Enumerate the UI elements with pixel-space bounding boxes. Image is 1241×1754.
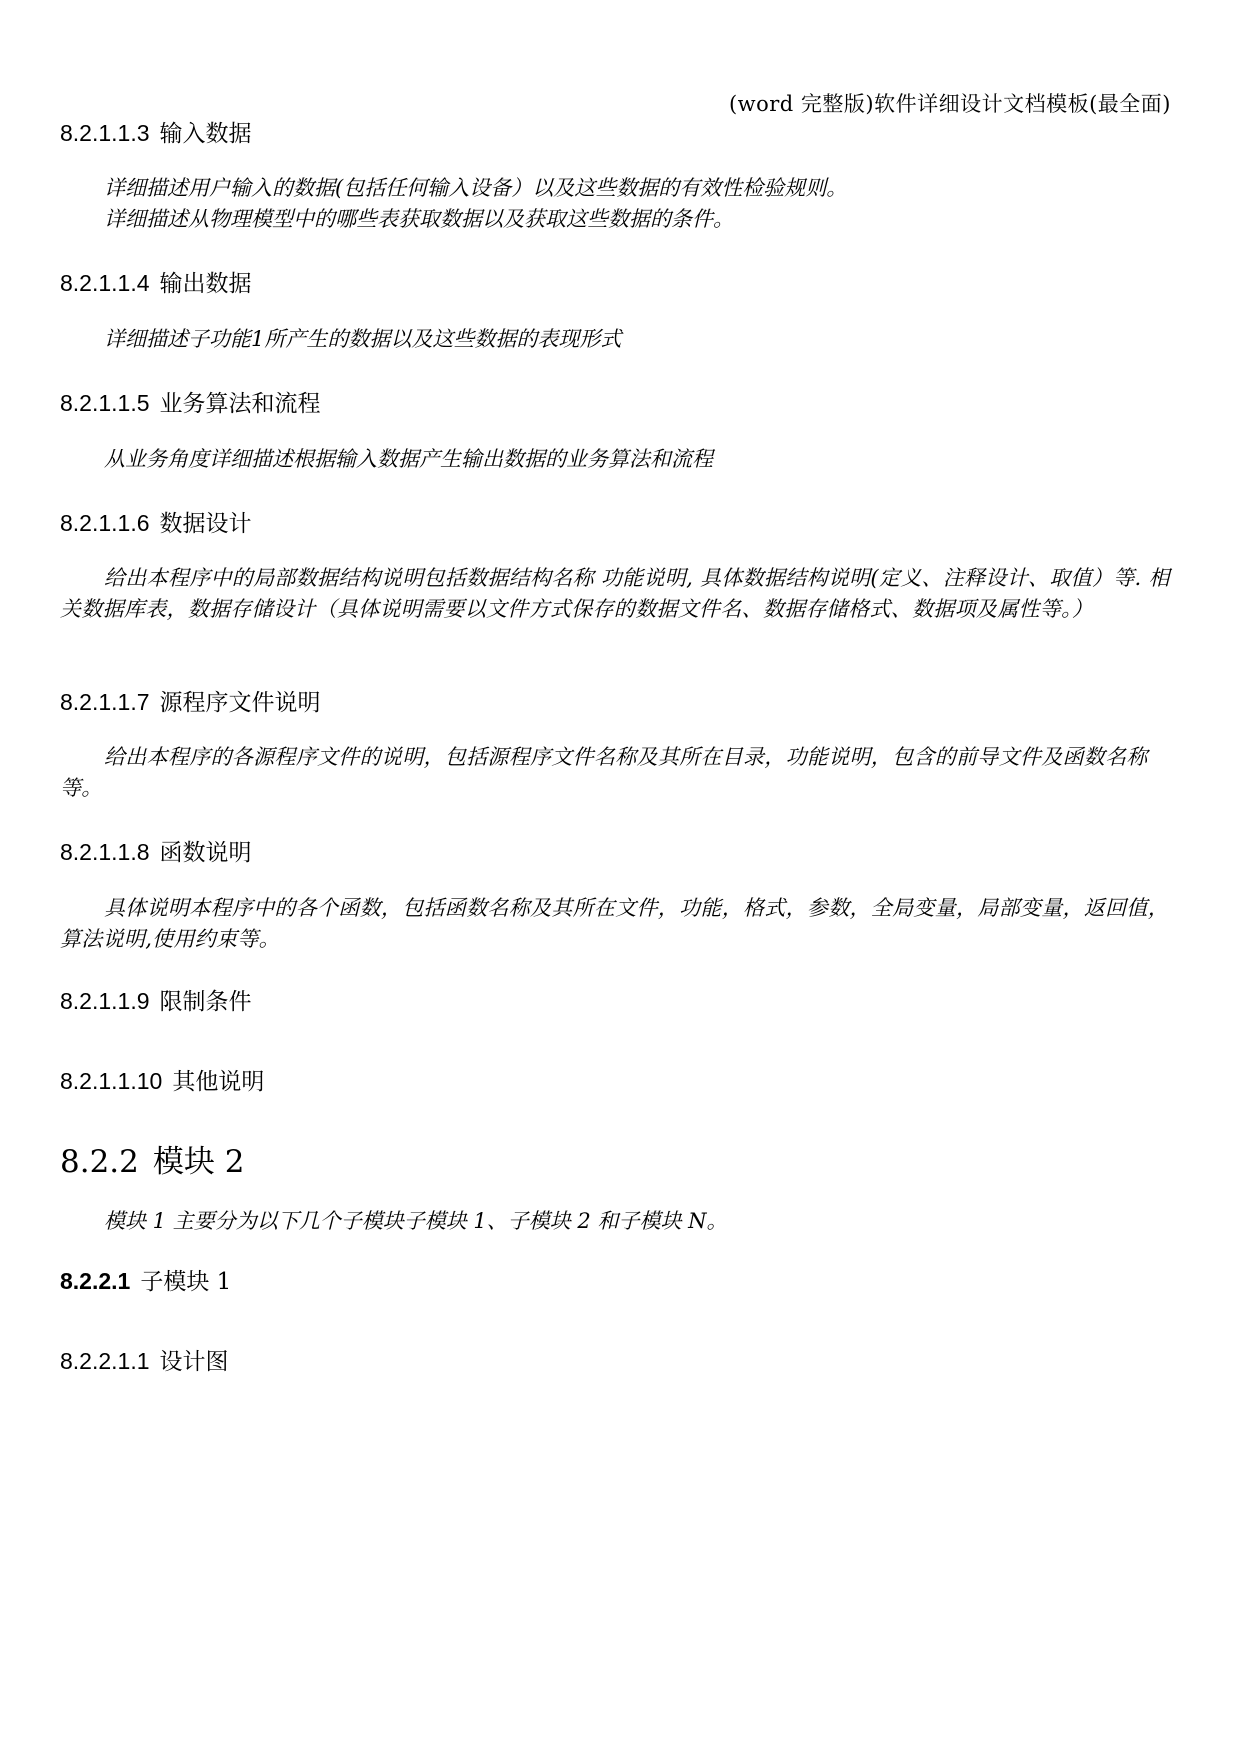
body-line: 模块 1 主要分为以下几个子模块子模块 1、子模块 2 和子模块 N。 <box>104 1209 728 1233</box>
section-heading <box>60 988 252 1017</box>
section-heading <box>60 689 321 718</box>
section-number: 8.2.1.1.4 <box>60 270 150 296</box>
section-number: 8.2.1.1.3 <box>60 120 150 146</box>
body-paragraph: 给出本程序的各源程序文件的说明，包括源程序文件名称及其所在目录，功能说明，包含的前导文件及函数名称等。 <box>60 745 1148 800</box>
body-line: 详细描述子功能1所产生的数据以及这些数据的表现形式 <box>104 327 622 351</box>
section-title: 函数说明 <box>159 840 252 866</box>
section-number: 8.2.1.1.6 <box>60 510 150 536</box>
section-heading <box>60 120 252 149</box>
section-title: 子模块 1 <box>140 1269 232 1295</box>
body-paragraph: 给出本程序中的局部数据结构说明包括数据结构名称 功能说明, 具体数据结构说明(定义、注释设计、取值）等. 相关数据库表，数据存储设计（具体说明需要以文件方式保存的数据文件名、数据存储格式、数据项及属性等。） <box>60 566 1170 621</box>
section-title: 源程序文件说明 <box>159 690 321 716</box>
section-number: 8.2.2.1.1 <box>60 1348 150 1374</box>
section-number: 8.2.2 <box>60 1144 139 1180</box>
section-heading <box>60 839 252 868</box>
section-heading <box>60 1268 231 1297</box>
section-number: 8.2.1.1.10 <box>60 1068 163 1094</box>
section-title: 输入数据 <box>159 121 252 147</box>
section-title: 设计图 <box>159 1349 229 1375</box>
running-header: (word 完整版)软件详细设计文档模板(最全面) <box>728 92 1171 116</box>
section-heading <box>60 1068 264 1097</box>
body-line: 详细描述用户输入的数据(包括任何输入设备）以及这些数据的有效性检验规则。 <box>104 176 848 200</box>
section-heading <box>60 1348 229 1377</box>
section-number: 8.2.1.1.7 <box>60 689 150 715</box>
body-line: 详细描述从物理模型中的哪些表获取数据以及获取这些数据的条件。 <box>104 207 734 231</box>
section-number: 8.2.2.1 <box>60 1268 131 1294</box>
section-heading <box>60 390 321 419</box>
section-number: 8.2.1.1.8 <box>60 839 150 865</box>
section-heading <box>60 270 252 299</box>
section-number: 8.2.1.1.5 <box>60 390 150 416</box>
section-title: 输出数据 <box>159 271 252 297</box>
section-title: 业务算法和流程 <box>159 391 321 417</box>
section-title: 限制条件 <box>159 989 252 1015</box>
section-title: 模块 2 <box>152 1144 245 1180</box>
body-line: 从业务角度详细描述根据输入数据产生输出数据的业务算法和流程 <box>104 447 713 471</box>
section-heading-large <box>60 1144 244 1181</box>
section-heading <box>60 510 252 539</box>
section-title: 数据设计 <box>159 511 252 537</box>
body-paragraph: 具体说明本程序中的各个函数，包括函数名称及其所在文件，功能，格式，参数，全局变量，局部变量，返回值，算法说明,使用约束等。 <box>60 896 1169 951</box>
section-title: 其他说明 <box>172 1069 265 1095</box>
section-number: 8.2.1.1.9 <box>60 988 150 1014</box>
